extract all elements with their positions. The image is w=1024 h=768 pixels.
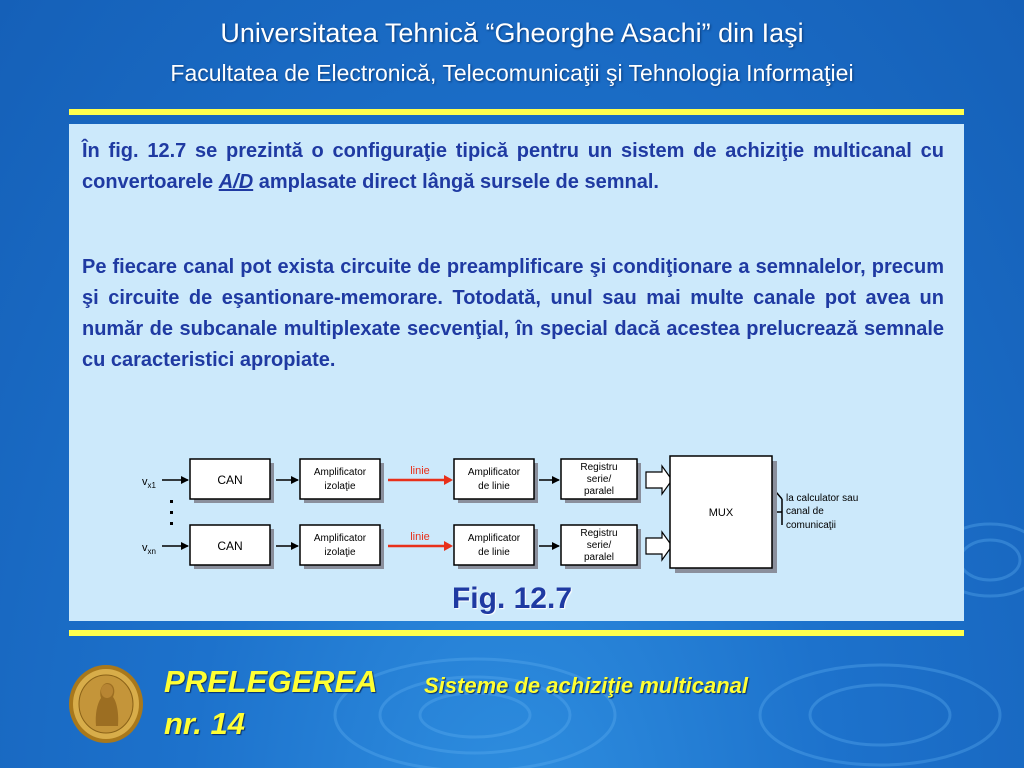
faculty-title: Facultatea de Electronică, Telecomunicaţii şi Tehnologia Informaţiei [170,60,854,86]
output-label-3: comunicaţii [786,520,837,531]
paragraph-2: Pe fiecare canal pot exista circuite de preamplificare şi condiţionare a semnalelor, precum şi circuite de eşantionare-memorare. Totodată, unul sau mai multe canale pot avea un număr de subcanale multiplexate secvenţial, în special dacă acestea prelucrează semnale cu caracteristici apropiate. [82,256,944,371]
svg-text:Registru: Registru [580,528,618,539]
svg-text:serie/: serie/ [586,540,612,551]
lecture-label: PRELEGEREA [164,664,378,699]
output-label-2: canal de [786,506,824,517]
svg-text:Amplificator: Amplificator [313,533,367,544]
lecture-subject: Sisteme de achiziţie multicanal [424,673,749,698]
bus-arrow-n [646,532,672,560]
svg-text:Amplificator: Amplificator [467,533,521,544]
mux-label: MUX [708,507,734,519]
university-title: Universitatea Tehnică “Gheorghe Asachi” din Iaşi [220,18,804,48]
figure-caption: Fig. 12.7 [451,582,573,615]
input-label-x1: $v_{x1}$ [142,476,156,490]
svg-text:Registru: Registru [580,462,618,473]
medal-logo [68,664,144,744]
amp-line-block-n [454,525,534,565]
line-label-1: linie [410,465,430,477]
svg-text:izolaţie: izolaţie [324,547,356,558]
ad-highlight: A/D [218,171,254,193]
ellipsis-dots [170,500,173,525]
output-label-1: la calculator sau [786,493,859,504]
input-label-xn: $v_{xn}$ [142,542,156,556]
amp-isolation-block-1 [300,459,380,499]
svg-text:paralel: paralel [583,552,615,563]
svg-text:Amplificator: Amplificator [467,467,521,478]
line-label-n: linie [410,531,430,543]
svg-text:izolaţie: izolaţie [324,481,356,492]
svg-text:de linie: de linie [478,481,510,492]
svg-text:serie/: serie/ [586,474,612,485]
svg-text:Amplificator: Amplificator [313,467,367,478]
svg-text:paralel: paralel [583,486,615,497]
lecture-number: nr. 14 [164,706,245,741]
paragraph-1: În fig. 12.7 se prezintă o configuraţie tipică pentru un sistem de achiziţie multicanal cu convertoarele A/D amplasate direct lângă sursele de semnal. [82,140,944,193]
svg-text:de linie: de linie [478,547,510,558]
bus-arrow-1 [646,466,672,494]
amp-isolation-block-n [300,525,380,565]
amp-line-block-1 [454,459,534,499]
can-label-1: CAN [217,473,243,487]
can-label-n: CAN [217,539,243,553]
